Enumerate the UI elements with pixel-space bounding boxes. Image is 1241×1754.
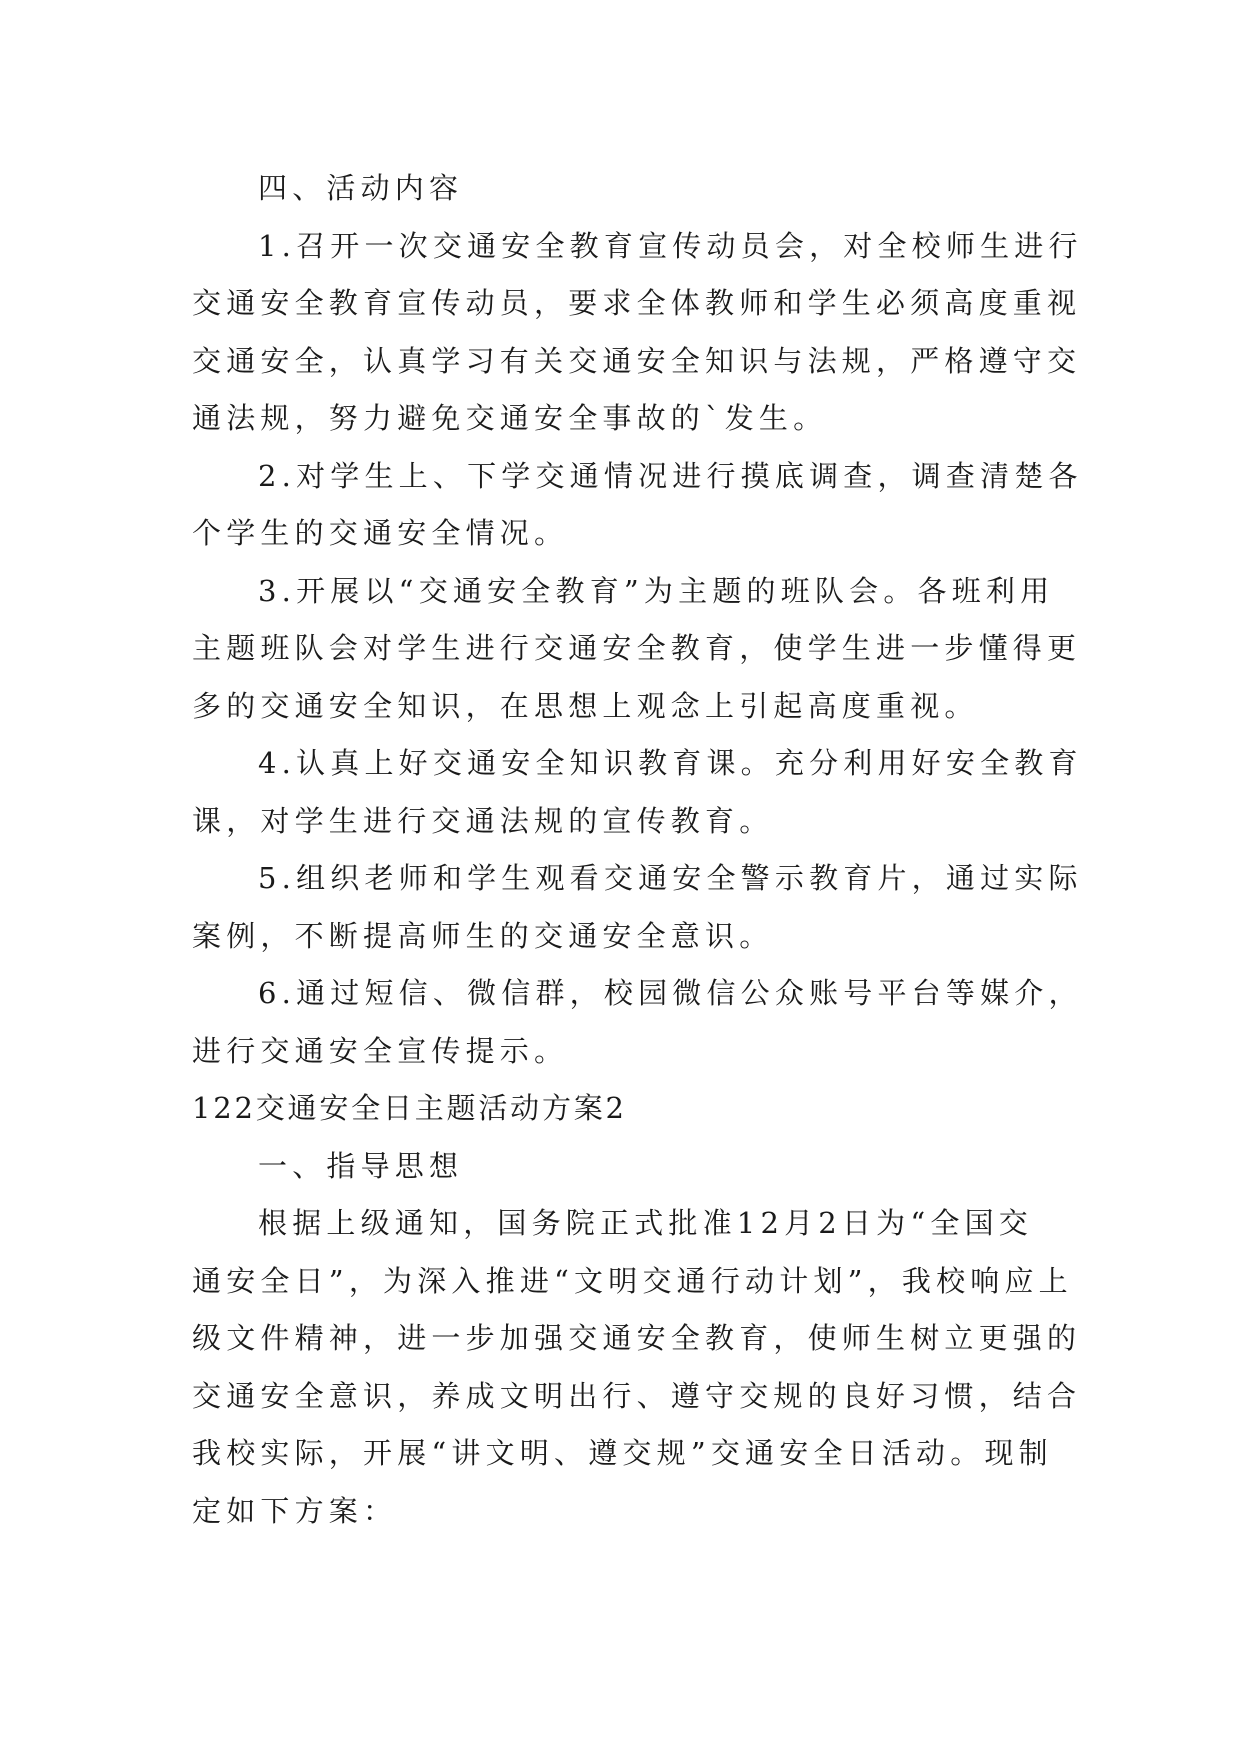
document-title-2: 122交通安全日主题活动方案2	[192, 1091, 627, 1125]
paragraph-line: 交通安全，认真学习有关交通安全知识与法规，严格遵守交	[192, 343, 1082, 378]
paragraph-line: 定如下方案：	[192, 1493, 398, 1528]
paragraph-line: 个学生的交通安全情况。	[192, 516, 569, 550]
paragraph-line: 案例，不断提高师生的交通安全意识。	[192, 918, 774, 953]
document-page	[192, 160, 1083, 1540]
paragraph-line: 2.对学生上、下学交通情况进行摸底调查，调查清楚各	[258, 458, 1083, 493]
section-heading-activities: 四、活动内容	[258, 171, 464, 205]
paragraph-line: 多的交通安全知识，在思想上观念上引起高度重视。	[192, 688, 979, 723]
paragraph-line: 交通安全意识，养成文明出行、遵守交规的良好习惯，结合	[192, 1378, 1082, 1413]
paragraph-line: 进行交通安全宣传提示。	[192, 1033, 569, 1068]
paragraph-line: 根据上级通知，国务院正式批准12月2日为“全国交	[258, 1206, 1033, 1240]
paragraph-line: 3.开展以“交通安全教育”为主题的班队会。各班利用	[258, 573, 1055, 608]
paragraph-line: 1.召开一次交通安全教育宣传动员会，对全校师生进行	[258, 228, 1083, 263]
paragraph-line: 通安全日”，为深入推进“文明交通行动计划”，我校响应上	[192, 1263, 1073, 1298]
paragraph-line: 4.认真上好交通安全知识教育课。充分利用好安全教育	[258, 746, 1083, 780]
paragraph-line: 通法规，努力避免交通安全事故的`发生。	[192, 401, 828, 435]
paragraph-line: 6.通过短信、微信群，校园微信公众账号平台等媒介，	[258, 976, 1083, 1010]
section-heading-guiding-thought: 一、指导思想	[258, 1148, 464, 1183]
paragraph-line: 级文件精神，进一步加强交通安全教育，使师生树立更强的	[192, 1321, 1082, 1355]
paragraph-line: 主题班队会对学生进行交通安全教育，使学生进一步懂得更	[192, 631, 1082, 665]
paragraph-line: 课，对学生进行交通法规的宣传教育。	[192, 803, 774, 838]
paragraph-line: 我校实际，开展“讲文明、遵交规”交通安全日活动。现制	[192, 1436, 1053, 1470]
paragraph-line: 交通安全教育宣传动员，要求全体教师和学生必须高度重视	[192, 286, 1082, 320]
paragraph-line: 5.组织老师和学生观看交通安全警示教育片，通过实际	[258, 861, 1083, 895]
